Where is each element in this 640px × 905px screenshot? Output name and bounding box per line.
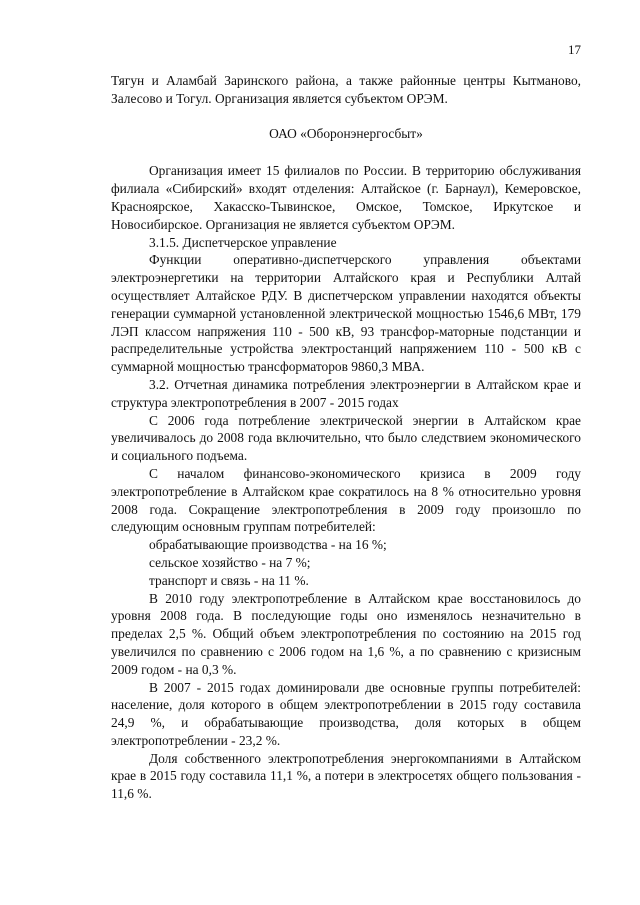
section-heading: 3.2. Отчетная динамика потребления электроэнергии в Алтайском крае и структура электропотребления в 2007 - 2015 годах — [111, 376, 581, 410]
body-text — [111, 72, 581, 803]
list-item: транспорт и связь - на 11 %. — [149, 572, 309, 588]
page-number: 17 — [568, 42, 581, 57]
subsection-heading: 3.1.5. Диспетчерское управление — [149, 234, 337, 250]
section-heading: ОАО «Оборонэнергосбыт» — [269, 125, 423, 141]
paragraph: С 2006 года потребление электрической энергии в Алтайском крае увеличивалось до 2008 года включительно, что было следствием экономического и социального подъема. — [111, 412, 581, 464]
paragraph: Функции оперативно-диспетчерского управления объектами электроэнергетики на территории Алтайского края и Республики Алтай осуществляет Алтайское РДУ. В диспетчерском управлении находятся объекты генерации суммарной установленной электрической мощностью 1546,6 МВт, 179 ЛЭП классом напряжения 110 - 500 кВ, 93 трансфор-маторные подстанции и распределительные устройства электростанций напряжением 110 - 500 кВ с суммарной мощностью трансформаторов 9860,3 МВА. — [111, 252, 581, 375]
paragraph: Тягун и Аламбай Заринского района, а также районные центры Кытманово, Залесово и Тогул. Организация является субъектом ОРЭМ. — [111, 73, 581, 106]
paragraph: Организация имеет 15 филиалов по России. В территорию обслуживания филиала «Сибирский» входят отделения: Алтайское (г. Барнаул), Кемеровское, Красноярское, Хакасско-Тывинское, Омское, Томское, Иркутское и Новосибирское. Организация не является субъектом ОРЭМ. — [111, 163, 581, 232]
paragraph: Доля собственного электропотребления энергокомпаниями в Алтайском крае в 2015 году составила 11,1 %, а потери в электросетях общего пользования - 11,6 %. — [111, 750, 581, 802]
paragraph: В 2007 - 2015 годах доминировали две основные группы потребителей: население, доля которого в общем электропотреблении в 2015 году составила 24,9 %, и обрабатывающие производства, доля которых в общем электропотреблении - 23,2 %. — [111, 679, 581, 748]
paragraph: С началом финансово-экономического кризиса в 2009 году электропотребление в Алтайском крае сократилось на 8 % относительно уровня 2008 года. Сокращение электропотребления в 2009 году произошло по следующим основным группам потребителей: — [111, 465, 581, 535]
list-item: обрабатывающие производства - на 16 %; — [149, 537, 387, 553]
paragraph: В 2010 году электропотребление в Алтайском крае восстановилось до уровня 2008 года. В последующие годы оно изменялось незначительно в пределах 2,5 %. Общий объем электропотребления по состоянию на 2015 год увеличился по сравнению с 2006 годом на 1,6 %, а по сравнению с кризисным 2009 годом - на 0,3 %. — [111, 590, 581, 677]
list-item: сельское хозяйство - на 7 %; — [149, 554, 311, 570]
